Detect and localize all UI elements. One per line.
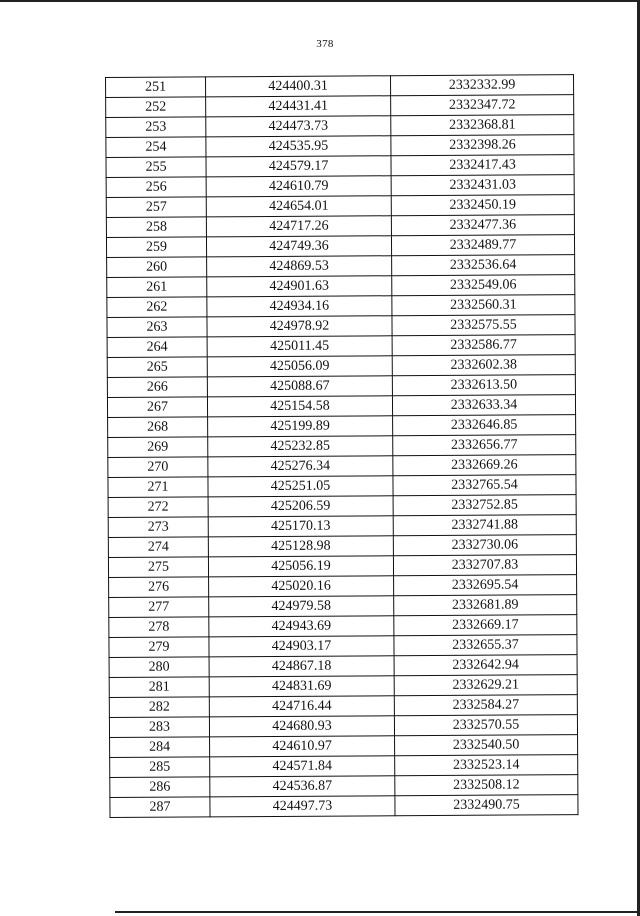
point-number-cell: 278 xyxy=(109,617,209,638)
coordinate-table xyxy=(105,74,579,818)
x-coordinate-cell: 425206.59 xyxy=(208,496,393,517)
table-row xyxy=(109,655,577,678)
y-coordinate-cell: 2332741.88 xyxy=(393,515,576,536)
table-row xyxy=(107,275,575,298)
y-coordinate-cell: 2332655.37 xyxy=(394,635,577,656)
y-coordinate-cell: 2332368.81 xyxy=(391,115,574,136)
x-coordinate-cell: 424579.17 xyxy=(206,156,391,177)
table-row xyxy=(106,75,574,98)
y-coordinate-cell: 2332765.54 xyxy=(393,475,576,496)
x-coordinate-cell: 425056.19 xyxy=(208,556,393,577)
point-number-cell: 270 xyxy=(108,457,208,478)
table-row xyxy=(109,615,577,638)
x-coordinate-cell: 424869.53 xyxy=(207,256,392,277)
x-coordinate-cell: 424749.36 xyxy=(206,236,391,257)
point-number-cell: 258 xyxy=(106,217,206,238)
y-coordinate-cell: 2332490.75 xyxy=(395,795,578,816)
point-number-cell: 255 xyxy=(106,157,206,178)
table-row xyxy=(108,495,576,518)
point-number-cell: 269 xyxy=(108,437,208,458)
point-number-cell: 277 xyxy=(109,597,209,618)
page-number: 378 xyxy=(316,38,334,50)
point-number-cell: 257 xyxy=(106,197,206,218)
point-number-cell: 284 xyxy=(110,737,210,758)
y-coordinate-cell: 2332681.89 xyxy=(394,595,577,616)
table-row xyxy=(110,775,578,798)
point-number-cell: 286 xyxy=(110,777,210,798)
x-coordinate-cell: 424978.92 xyxy=(207,316,392,337)
y-coordinate-cell: 2332489.77 xyxy=(391,235,574,256)
point-number-cell: 251 xyxy=(106,77,206,98)
y-coordinate-cell: 2332707.83 xyxy=(393,555,576,576)
table-row xyxy=(106,235,574,258)
y-coordinate-cell: 2332540.50 xyxy=(395,735,578,756)
y-coordinate-cell: 2332602.38 xyxy=(392,355,575,376)
y-coordinate-cell: 2332560.31 xyxy=(392,295,575,316)
table-row xyxy=(110,755,578,778)
point-number-cell: 271 xyxy=(108,477,208,498)
point-number-cell: 252 xyxy=(106,97,206,118)
x-coordinate-cell: 425154.58 xyxy=(207,396,392,417)
y-coordinate-cell: 2332570.55 xyxy=(394,715,577,736)
y-coordinate-cell: 2332536.64 xyxy=(392,255,575,276)
y-coordinate-cell: 2332584.27 xyxy=(394,695,577,716)
table-row xyxy=(106,175,574,198)
x-coordinate-cell: 425088.67 xyxy=(207,376,392,397)
x-coordinate-cell: 424903.17 xyxy=(209,636,394,657)
point-number-cell: 260 xyxy=(107,257,207,278)
table-row xyxy=(107,335,575,358)
x-coordinate-cell: 424716.44 xyxy=(209,696,394,717)
point-number-cell: 259 xyxy=(106,237,206,258)
point-number-cell: 256 xyxy=(106,177,206,198)
point-number-cell: 279 xyxy=(109,637,209,658)
point-number-cell: 265 xyxy=(107,357,207,378)
table-row xyxy=(108,475,576,498)
point-number-cell: 262 xyxy=(107,297,207,318)
table-row xyxy=(109,635,577,658)
table-row xyxy=(108,515,576,538)
x-coordinate-cell: 424979.58 xyxy=(209,596,394,617)
table-row xyxy=(106,135,574,158)
point-number-cell: 276 xyxy=(109,577,209,598)
x-coordinate-cell: 424497.73 xyxy=(210,796,395,817)
point-number-cell: 267 xyxy=(107,397,207,418)
point-number-cell: 283 xyxy=(109,717,209,738)
point-number-cell: 287 xyxy=(110,797,210,818)
y-coordinate-cell: 2332642.94 xyxy=(394,655,577,676)
coordinate-table-body xyxy=(106,75,579,818)
y-coordinate-cell: 2332332.99 xyxy=(390,75,573,96)
y-coordinate-cell: 2332398.26 xyxy=(391,135,574,156)
table-row xyxy=(108,435,576,458)
page-border-top xyxy=(0,0,640,2)
table-row xyxy=(107,375,575,398)
point-number-cell: 280 xyxy=(109,657,209,678)
point-number-cell: 266 xyxy=(107,377,207,398)
table-row xyxy=(109,675,577,698)
y-coordinate-cell: 2332347.72 xyxy=(391,95,574,116)
x-coordinate-cell: 424934.16 xyxy=(207,296,392,317)
x-coordinate-cell: 424867.18 xyxy=(209,656,394,677)
y-coordinate-cell: 2332523.14 xyxy=(395,755,578,776)
y-coordinate-cell: 2332417.43 xyxy=(391,155,574,176)
point-number-cell: 285 xyxy=(110,757,210,778)
table-row xyxy=(109,595,577,618)
x-coordinate-cell: 424680.93 xyxy=(209,716,394,737)
table-row xyxy=(108,455,576,478)
x-coordinate-cell: 425020.16 xyxy=(209,576,394,597)
x-coordinate-cell: 425232.85 xyxy=(208,436,393,457)
point-number-cell: 254 xyxy=(106,137,206,158)
y-coordinate-cell: 2332656.77 xyxy=(393,435,576,456)
x-coordinate-cell: 424610.79 xyxy=(206,176,391,197)
point-number-cell: 272 xyxy=(108,497,208,518)
y-coordinate-cell: 2332669.17 xyxy=(394,615,577,636)
point-number-cell: 273 xyxy=(108,517,208,538)
y-coordinate-cell: 2332477.36 xyxy=(391,215,574,236)
x-coordinate-cell: 424654.01 xyxy=(206,196,391,217)
point-number-cell: 268 xyxy=(108,417,208,438)
table-row xyxy=(109,575,577,598)
y-coordinate-cell: 2332730.06 xyxy=(393,535,576,556)
table-row xyxy=(110,735,578,758)
table-row xyxy=(106,195,574,218)
point-number-cell: 275 xyxy=(108,557,208,578)
table-row xyxy=(109,715,577,738)
y-coordinate-cell: 2332586.77 xyxy=(392,335,575,356)
table-row xyxy=(107,295,575,318)
x-coordinate-cell: 425056.09 xyxy=(207,356,392,377)
table-row xyxy=(108,555,576,578)
y-coordinate-cell: 2332646.85 xyxy=(393,415,576,436)
x-coordinate-cell: 424400.31 xyxy=(206,76,391,97)
x-coordinate-cell: 424610.97 xyxy=(210,736,395,757)
x-coordinate-cell: 425276.34 xyxy=(208,456,393,477)
y-coordinate-cell: 2332575.55 xyxy=(392,315,575,336)
x-coordinate-cell: 424717.26 xyxy=(206,216,391,237)
table-row xyxy=(107,395,575,418)
y-coordinate-cell: 2332549.06 xyxy=(392,275,575,296)
table-row xyxy=(108,535,576,558)
y-coordinate-cell: 2332629.21 xyxy=(394,675,577,696)
x-coordinate-cell: 424831.69 xyxy=(209,676,394,697)
x-coordinate-cell: 424943.69 xyxy=(209,616,394,637)
table-row xyxy=(106,115,574,138)
page-border-bottom xyxy=(115,911,640,913)
y-coordinate-cell: 2332669.26 xyxy=(393,455,576,476)
table-row xyxy=(106,215,574,238)
x-coordinate-cell: 425011.45 xyxy=(207,336,392,357)
table-row xyxy=(107,255,575,278)
y-coordinate-cell: 2332508.12 xyxy=(395,775,578,796)
table-row xyxy=(107,355,575,378)
y-coordinate-cell: 2332431.03 xyxy=(391,175,574,196)
point-number-cell: 253 xyxy=(106,117,206,138)
x-coordinate-cell: 425128.98 xyxy=(208,536,393,557)
x-coordinate-cell: 424431.41 xyxy=(206,96,391,117)
y-coordinate-cell: 2332633.34 xyxy=(392,395,575,416)
table-row xyxy=(107,315,575,338)
point-number-cell: 282 xyxy=(109,697,209,718)
table-row xyxy=(109,695,577,718)
x-coordinate-cell: 424571.84 xyxy=(210,756,395,777)
x-coordinate-cell: 424473.73 xyxy=(206,116,391,137)
table-row xyxy=(106,155,574,178)
y-coordinate-cell: 2332450.19 xyxy=(391,195,574,216)
x-coordinate-cell: 425251.05 xyxy=(208,476,393,497)
point-number-cell: 274 xyxy=(108,537,208,558)
x-coordinate-cell: 424536.87 xyxy=(210,776,395,797)
y-coordinate-cell: 2332752.85 xyxy=(393,495,576,516)
point-number-cell: 281 xyxy=(109,677,209,698)
point-number-cell: 264 xyxy=(107,337,207,358)
x-coordinate-cell: 424901.63 xyxy=(207,276,392,297)
y-coordinate-cell: 2332695.54 xyxy=(394,575,577,596)
x-coordinate-cell: 425170.13 xyxy=(208,516,393,537)
x-coordinate-cell: 424535.95 xyxy=(206,136,391,157)
x-coordinate-cell: 425199.89 xyxy=(208,416,393,437)
table-row xyxy=(110,795,578,818)
table-row xyxy=(108,415,576,438)
y-coordinate-cell: 2332613.50 xyxy=(392,375,575,396)
table-row xyxy=(106,95,574,118)
point-number-cell: 261 xyxy=(107,277,207,298)
point-number-cell: 263 xyxy=(107,317,207,338)
